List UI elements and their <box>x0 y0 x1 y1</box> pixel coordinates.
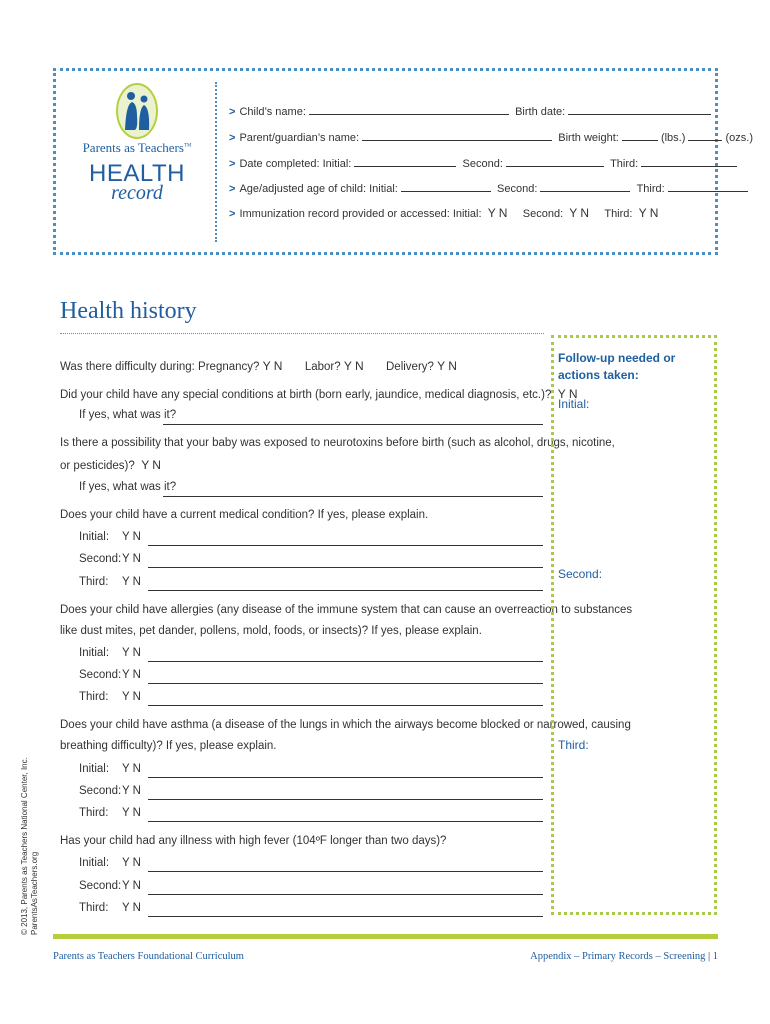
question-asthma-cont: breathing difficulty)? If yes, please explain. <box>60 740 277 752</box>
yn-choice[interactable]: Y N <box>569 206 590 220</box>
followup-third-label: Third: <box>558 738 589 752</box>
header-divider <box>215 82 217 242</box>
yn-choice[interactable]: Y N <box>141 458 161 472</box>
health-title: HEALTH <box>89 160 185 187</box>
yn-choice[interactable]: Y N <box>122 807 141 819</box>
footer-curriculum: Parents as Teachers Foundational Curriculum <box>53 951 244 962</box>
footer-page-info: Appendix – Primary Records – Screening | 1 <box>530 951 718 962</box>
arrow-icon: > <box>229 106 236 118</box>
copyright-note: © 2013, Parents as Teachers National Center, Inc. ParentsAsTeachers.org <box>20 757 39 935</box>
arrow-icon: > <box>229 132 236 144</box>
followup-border-top <box>551 335 717 338</box>
title-rule <box>60 333 544 334</box>
initial-label: Initial: <box>79 531 110 543</box>
yn-choice[interactable]: Y N <box>122 691 141 703</box>
followup-border-right <box>714 335 717 915</box>
initial-label: Initial: <box>79 857 110 869</box>
age-initial-field[interactable] <box>401 182 491 192</box>
answer-line[interactable] <box>148 683 543 684</box>
question-neurotoxins-cont: or pesticides)? Y N <box>60 458 161 472</box>
yn-choice[interactable]: Y N <box>122 880 141 892</box>
initial-label: Initial: <box>79 647 110 659</box>
question-difficulty: Was there difficulty during: Pregnancy? Y N Labor? Y N Delivery? Y N <box>60 359 457 373</box>
record-subtitle: record <box>111 182 163 204</box>
followup-initial-label: Initial: <box>558 397 590 411</box>
guardian-name-field[interactable] <box>362 131 552 141</box>
yn-choice[interactable]: Y N <box>122 902 141 914</box>
yn-choice[interactable]: Y N <box>122 785 141 797</box>
second-label: Second: <box>79 880 122 892</box>
page-number: 1 <box>712 951 718 962</box>
age-third-field[interactable] <box>668 182 748 192</box>
family-logo-icon <box>115 82 159 140</box>
third-label: Third: <box>79 576 109 588</box>
arrow-icon: > <box>229 183 236 195</box>
yn-choice[interactable]: Y N <box>437 359 457 373</box>
second-label: Second: <box>79 669 122 681</box>
yn-choice[interactable]: Y N <box>122 647 141 659</box>
yn-choice[interactable]: Y N <box>122 531 141 543</box>
weight-lbs-field[interactable] <box>622 131 658 141</box>
yn-choice[interactable]: Y N <box>122 857 141 869</box>
child-name-row: > Child’s name: Birth date: <box>229 105 711 118</box>
yn-choice[interactable]: Y N <box>122 576 141 588</box>
date-third-field[interactable] <box>641 157 737 167</box>
section-title: Health history <box>60 298 197 324</box>
answer-line[interactable] <box>148 545 543 546</box>
answer-line[interactable] <box>148 916 543 917</box>
followup-border-bottom <box>551 912 717 915</box>
answer-line[interactable] <box>148 821 543 822</box>
yn-choice[interactable]: Y N <box>343 359 364 373</box>
followup-heading: Follow-up needed or actions taken: <box>558 351 676 382</box>
second-label: Second: <box>79 785 122 797</box>
yn-choice[interactable]: Y N <box>487 206 508 220</box>
answer-line[interactable] <box>148 590 543 591</box>
question-neurotoxins: Is there a possibility that your baby was exposed to neurotoxins before birth (such as alcohol, drugs, nicotine, <box>60 437 615 449</box>
third-label: Third: <box>79 902 109 914</box>
question-special-conditions: Did your child have any special conditions at birth (born early, jaundice, medical diagnosis, etc.)? Y N <box>60 387 578 401</box>
yn-choice[interactable]: Y N <box>262 359 283 373</box>
answer-line[interactable] <box>163 496 543 497</box>
answer-line[interactable] <box>148 705 543 706</box>
arrow-icon: > <box>229 208 236 220</box>
question-fever: Has your child had any illness with high fever (104ºF longer than two days)? <box>60 835 447 847</box>
date-initial-field[interactable] <box>354 157 456 167</box>
yn-choice[interactable]: Y N <box>122 763 141 775</box>
answer-line[interactable] <box>148 661 543 662</box>
date-completed-row: > Date completed: Initial: Second: Third: <box>229 157 737 170</box>
logo <box>82 82 192 242</box>
answer-line[interactable] <box>148 799 543 800</box>
yn-choice[interactable]: Y N <box>122 553 141 565</box>
if-yes-label: If yes, what was it? <box>79 409 177 421</box>
second-label: Second: <box>79 553 122 565</box>
yn-choice[interactable]: Y N <box>557 387 578 401</box>
child-name-field[interactable] <box>309 105 509 115</box>
if-yes-label: If yes, what was it? <box>79 481 177 493</box>
third-label: Third: <box>79 807 109 819</box>
yn-choice[interactable]: Y N <box>122 669 141 681</box>
question-allergies-cont: like dust mites, pet dander, pollens, mold, foods, or insects)? If yes, please explain. <box>60 625 482 637</box>
age-second-field[interactable] <box>540 182 630 192</box>
followup-second-label: Second: <box>558 567 603 581</box>
brand-name: Parents as Teachers™ <box>82 140 192 155</box>
third-label: Third: <box>79 691 109 703</box>
followup-border-left <box>551 335 554 915</box>
answer-line[interactable] <box>148 871 543 872</box>
answer-line[interactable] <box>148 777 543 778</box>
yn-choice[interactable]: Y N <box>638 206 659 220</box>
initial-label: Initial: <box>79 763 110 775</box>
answer-line[interactable] <box>163 424 543 425</box>
age-row: > Age/adjusted age of child: Initial: Second: Third: <box>229 182 748 195</box>
immunization-row: > Immunization record provided or accessed: Initial: Y N Second: Y N Third: Y N <box>229 206 659 220</box>
question-asthma: Does your child have asthma (a disease of the lungs in which the airways become blocked or narrowed, causing <box>60 719 631 731</box>
answer-line[interactable] <box>148 894 543 895</box>
answer-line[interactable] <box>148 567 543 568</box>
weight-ozs-field[interactable] <box>688 131 722 141</box>
arrow-icon: > <box>229 158 236 170</box>
birth-date-field[interactable] <box>568 105 711 115</box>
guardian-row: > Parent/guardian’s name: Birth weight: (lbs.) (ozs.) <box>229 132 754 144</box>
question-allergies: Does your child have allergies (any disease of the immune system that can cause an overreaction to substances <box>60 604 633 616</box>
question-medical-condition: Does your child have a current medical condition? If yes, please explain. <box>60 509 429 521</box>
date-second-field[interactable] <box>506 157 604 167</box>
footer-bar <box>53 934 718 939</box>
